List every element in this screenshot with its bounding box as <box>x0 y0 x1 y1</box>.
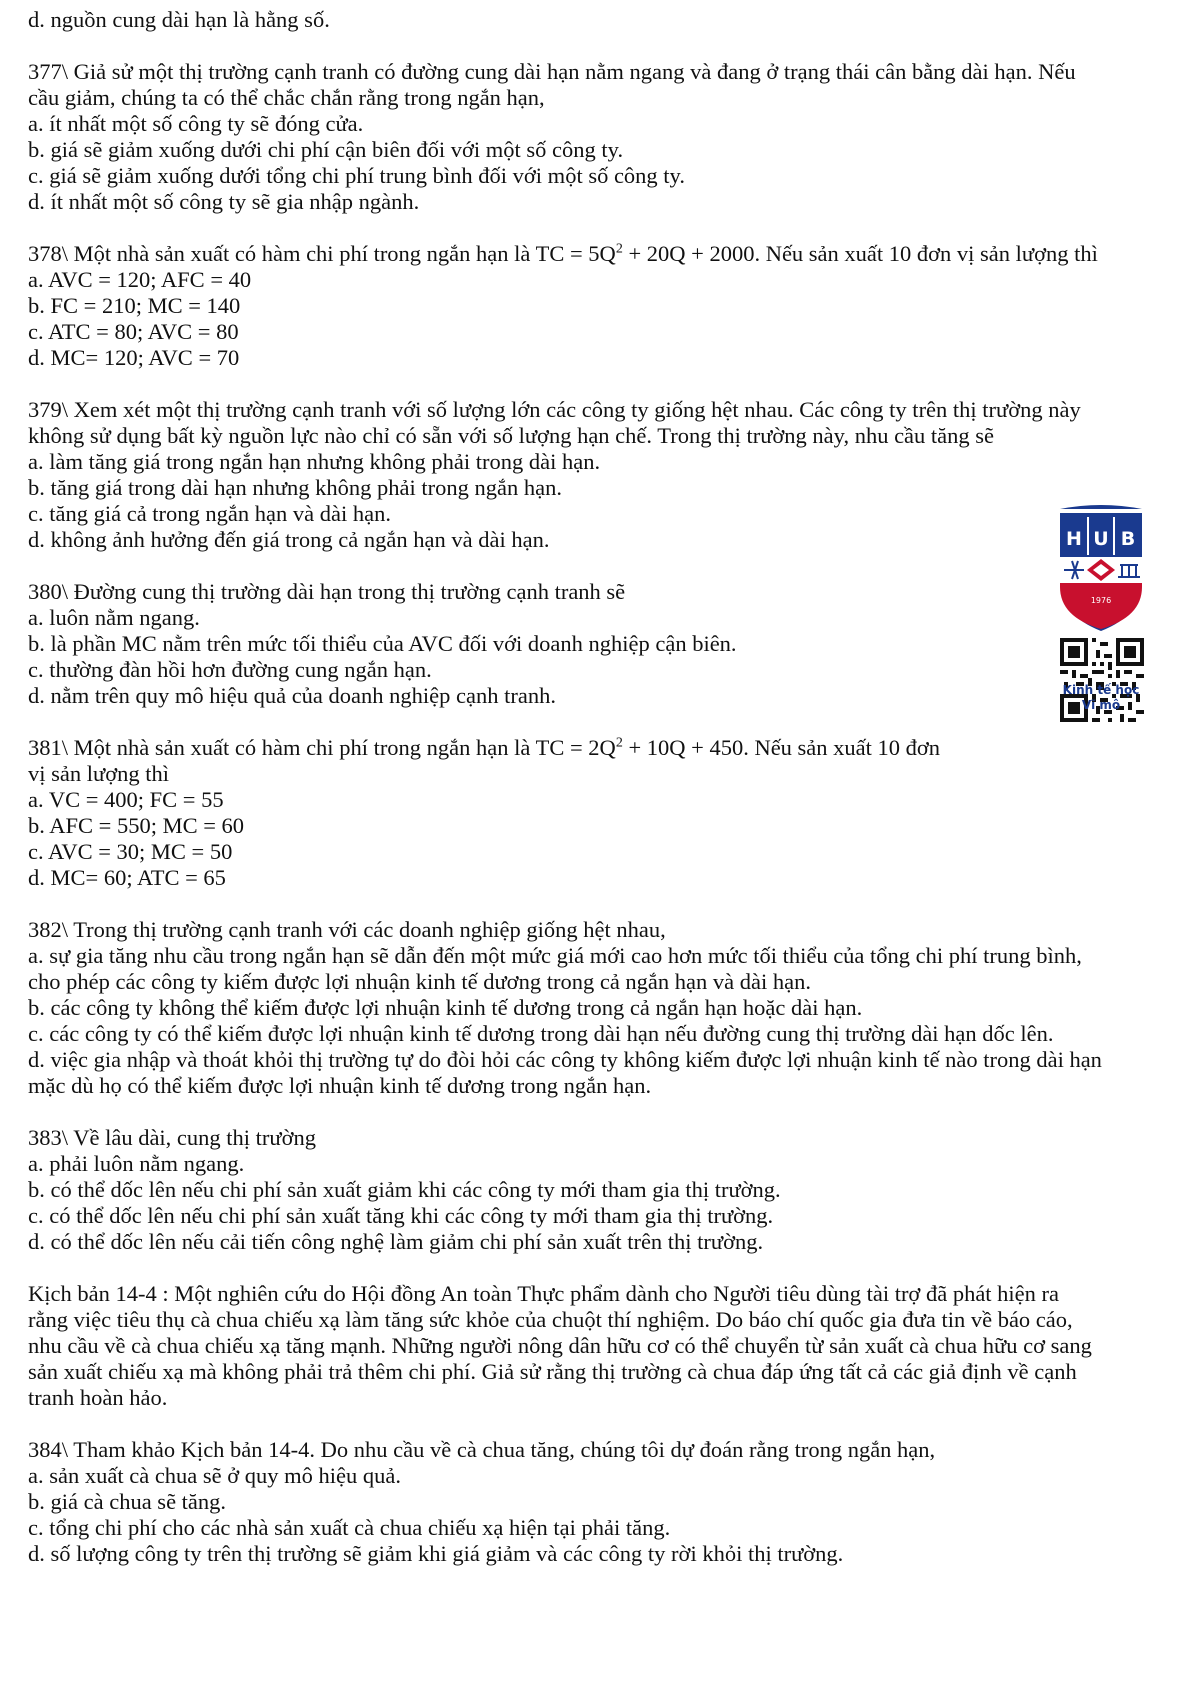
answer-option: b. tăng giá trong dài hạn nhưng không phải trong ngắn hạn. <box>28 475 562 500</box>
answer-option: c. tăng giá cả trong ngắn hạn và dài hạn. <box>28 501 391 526</box>
answer-option: b. các công ty không thể kiếm được lợi nhuận kinh tế dương trong cả ngắn hạn hoặc dài hạn. <box>28 995 863 1020</box>
text-line: mặc dù họ có thể kiếm được lợi nhuận kinh tế dương trong ngắn hạn. <box>28 1073 652 1098</box>
answer-option: a. luôn nằm ngang. <box>28 605 200 630</box>
answer-option: d. MC= 60; ATC = 65 <box>28 865 226 890</box>
answer-option: d. số lượng công ty trên thị trường sẽ giảm khi giá giảm và các công ty rời khỏi thị trường. <box>28 1541 844 1566</box>
answer-option: a. sản xuất cà chua sẽ ở quy mô hiệu quả. <box>28 1463 402 1488</box>
text-line: sản xuất chiếu xạ mà không phải trả thêm chi phí. Giả sử rằng thị trường cà chua đáp ứng tất cả các giả định về cạnh <box>28 1359 1077 1384</box>
text-line: nhu cầu về cà chua chiếu xạ tăng mạnh. Những người nông dân hữu cơ có thể chuyển từ sản xuất cà chua hữu cơ sang <box>28 1333 1092 1358</box>
answer-option: b. FC = 210; MC = 140 <box>28 293 241 318</box>
text-line: tranh hoàn hảo. <box>28 1385 168 1410</box>
answer-option: d. ít nhất một số công ty sẽ gia nhập ngành. <box>28 189 420 214</box>
text-line: rằng việc tiêu thụ cà chua chiếu xạ làm tăng sức khỏe của chuột thí nghiệm. Do báo chí quốc gia đưa tin về báo cáo, <box>28 1307 1073 1332</box>
superscript: 2 <box>615 241 623 257</box>
scenario-14-4: Kịch bản 14-4 : Một nghiên cứu do Hội đồng An toàn Thực phẩm dành cho Người tiêu dùng tài trợ đã phát hiện ra <box>28 1281 1060 1306</box>
text-line: vị sản lượng thì <box>28 761 169 786</box>
badge-caption: Vĩ mô <box>1081 698 1121 712</box>
answer-option: c. AVC = 30; MC = 50 <box>28 839 233 864</box>
answer-option: b. AFC = 550; MC = 60 <box>28 813 245 838</box>
text-line: không sử dụng bất kỳ nguồn lực nào chỉ có sẵn với số lượng hạn chế. Trong thị trường này, nhu cầu tăng sẽ <box>28 423 995 448</box>
answer-option: d. không ảnh hưởng đến giá trong cả ngắn hạn và dài hạn. <box>28 527 550 552</box>
answer-option: b. có thể dốc lên nếu chi phí sản xuất giảm khi các công ty mới tham gia thị trường. <box>28 1177 781 1202</box>
question-380: 380\ Đường cung thị trường dài hạn trong thị trường cạnh tranh sẽ <box>28 579 626 604</box>
text-line: cho phép các công ty kiếm được lợi nhuận kinh tế dương trong cả ngắn hạn và dài hạn. <box>28 969 811 994</box>
answer-option: d. nằm trên quy mô hiệu quả của doanh nghiệp cạnh tranh. <box>28 683 556 708</box>
svg-text:1976: 1976 <box>1090 596 1112 605</box>
answer-option: a. phải luôn nằm ngang. <box>28 1151 245 1176</box>
superscript: 2 <box>615 735 623 751</box>
question-378: 378\ Một nhà sản xuất có hàm chi phí trong ngắn hạn là TC = $5Q^2 + 20Q + 2000$. Nếu sản xuất 10 đơn vị sản lượng thì <box>28 241 1098 266</box>
question-382: 382\ Trong thị trường cạnh tranh với các doanh nghiệp giống hệt nhau, <box>28 917 666 942</box>
svg-text:H: H <box>1066 528 1082 550</box>
question-384: 384\ Tham khảo Kịch bản 14-4. Do nhu cầu về cà chua tăng, chúng tôi dự đoán rằng trong ngắn hạn, <box>28 1437 936 1462</box>
question-381: 381\ Một nhà sản xuất có hàm chi phí trong ngắn hạn là TC = $2Q^2 + 10Q + 450$. Nếu sản xuất 10 đơn <box>28 735 941 760</box>
answer-option: c. ATC = 80; AVC = 80 <box>28 319 239 344</box>
question-377: 377\ Giả sử một thị trường cạnh tranh có đường cung dài hạn nằm ngang và đang ở trạng thái cân bằng dài hạn. Nếu <box>28 59 1076 84</box>
svg-text:U: U <box>1093 528 1109 550</box>
answer-option: b. giá cà chua sẽ tăng. <box>28 1489 227 1514</box>
answer-option: d. có thể dốc lên nếu cải tiến công nghệ làm giảm chi phí sản xuất trên thị trường. <box>28 1229 764 1254</box>
answer-option: d. việc gia nhập và thoát khỏi thị trường tự do đòi hỏi các công ty không kiếm được lợi nhuận kinh tế nào trong dài hạn <box>28 1047 1102 1072</box>
answer-option: a. VC = 400; FC = 55 <box>28 787 224 812</box>
answer-option: a. sự gia tăng nhu cầu trong ngắn hạn sẽ dẫn đến một mức giá mới cao hơn mức tối thiểu của tổng chi phí trung bình, <box>28 943 1082 968</box>
answer-option: c. có thể dốc lên nếu chi phí sản xuất tăng khi các công ty mới tham gia thị trường. <box>28 1203 774 1228</box>
text-line: cầu giảm, chúng ta có thể chắc chắn rằng trong ngắn hạn, <box>28 85 545 110</box>
question-383: 383\ Về lâu dài, cung thị trường <box>28 1125 317 1150</box>
badge-caption: Kinh tế học <box>1062 683 1140 697</box>
question-379: 379\ Xem xét một thị trường cạnh tranh với số lượng lớn các công ty giống hệt nhau. Các công ty trên thị trường này <box>28 397 1081 422</box>
answer-option: d. MC= 120; AVC = 70 <box>28 345 240 370</box>
answer-option: c. thường đàn hồi hơn đường cung ngắn hạn. <box>28 657 432 682</box>
hub-logo-icon <box>1054 505 1148 633</box>
answer-option: a. ít nhất một số công ty sẽ đóng cửa. <box>28 111 364 136</box>
answer-option: b. là phần MC nằm trên mức tối thiểu của AVC đối với doanh nghiệp cận biên. <box>28 631 737 656</box>
svg-text:B: B <box>1120 528 1136 550</box>
answer-option: b. giá sẽ giảm xuống dưới chi phí cận biên đối với một số công ty. <box>28 137 624 162</box>
answer-option: a. làm tăng giá trong ngắn hạn nhưng không phải trong dài hạn. <box>28 449 601 474</box>
text-line: d. nguồn cung dài hạn là hằng số. <box>28 7 330 32</box>
answer-option: c. giá sẽ giảm xuống dưới tổng chi phí trung bình đối với một số công ty. <box>28 163 685 188</box>
answer-option: c. tổng chi phí cho các nhà sản xuất cà chua chiếu xạ hiện tại phải tăng. <box>28 1515 671 1540</box>
answer-option: c. các công ty có thể kiếm được lợi nhuận kinh tế dương trong dài hạn nếu đường cung thị trường dài hạn dốc lên. <box>28 1021 1054 1046</box>
answer-option: a. AVC = 120; AFC = 40 <box>28 267 252 292</box>
